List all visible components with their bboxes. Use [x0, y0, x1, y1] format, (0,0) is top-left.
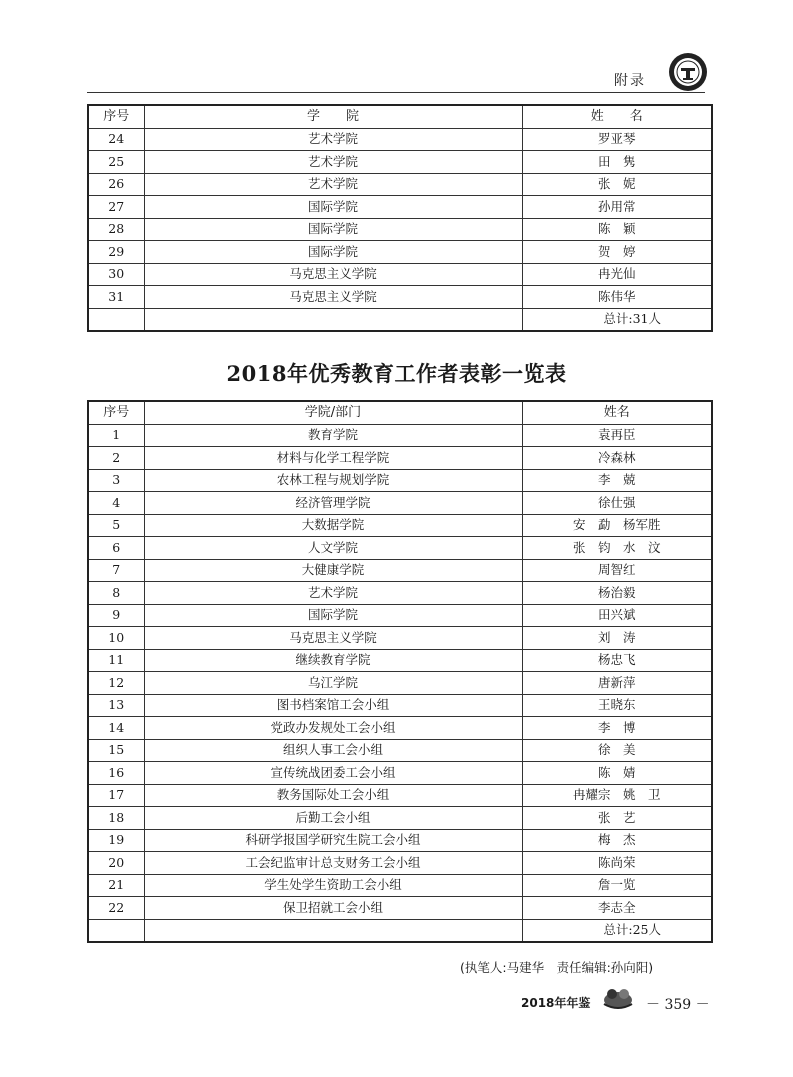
header-department: 学院/部门 [144, 401, 522, 424]
table-row [88, 694, 712, 717]
row-college: 马克思主义学院 [144, 286, 522, 309]
row-serial: 13 [88, 694, 144, 717]
header-rule [87, 92, 705, 93]
row-serial: 24 [88, 128, 144, 151]
row-person: 徐仕强 [522, 492, 712, 515]
row-serial: 28 [88, 218, 144, 241]
row-serial: 16 [88, 762, 144, 785]
row-person: 袁再臣 [522, 424, 712, 447]
row-person: 陈伟华 [522, 286, 712, 309]
header-college: 学 院 [144, 105, 522, 128]
table-row [88, 582, 712, 605]
row-person: 周智红 [522, 559, 712, 582]
row-person: 安 勐 杨军胜 [522, 514, 712, 537]
row-serial: 3 [88, 469, 144, 492]
empty-cell [88, 919, 144, 942]
row-person: 陈 婧 [522, 762, 712, 785]
row-college: 大数据学院 [144, 514, 522, 537]
table-row [88, 897, 712, 920]
row-serial: 31 [88, 286, 144, 309]
page-number: － 359 － [646, 997, 710, 1013]
row-serial: 2 [88, 447, 144, 470]
row-college: 后勤工会小组 [144, 807, 522, 830]
row-serial: 4 [88, 492, 144, 515]
row-person: 王晓东 [522, 694, 712, 717]
row-person: 罗亚琴 [522, 128, 712, 151]
row-person: 杨治毅 [522, 582, 712, 605]
table-title: 2018年优秀教育工作者表彰一览表 [226, 361, 567, 386]
row-serial: 6 [88, 537, 144, 560]
row-person: 张 妮 [522, 173, 712, 196]
row-serial: 8 [88, 582, 144, 605]
table-row [88, 717, 712, 740]
header-serial: 序号 [88, 401, 144, 424]
row-college: 材料与化学工程学院 [144, 447, 522, 470]
row-person: 冷森林 [522, 447, 712, 470]
row-person: 李志全 [522, 897, 712, 920]
table-row [88, 218, 712, 241]
row-serial: 12 [88, 672, 144, 695]
row-serial: 18 [88, 807, 144, 830]
row-serial: 27 [88, 196, 144, 219]
row-person: 刘 涛 [522, 627, 712, 650]
table-row [88, 784, 712, 807]
row-college: 图书档案馆工会小组 [144, 694, 522, 717]
row-college: 组织人事工会小组 [144, 739, 522, 762]
table-row [88, 424, 712, 447]
total-count: 总计:25人 [522, 919, 712, 942]
row-person: 冉光仙 [522, 263, 712, 286]
row-serial: 5 [88, 514, 144, 537]
yearbook-label: 2018年年鉴 [521, 996, 591, 1010]
row-college: 农林工程与规划学院 [144, 469, 522, 492]
table-row [88, 241, 712, 264]
row-person: 贺 婷 [522, 241, 712, 264]
empty-cell [144, 308, 522, 331]
header-serial: 序号 [88, 105, 144, 128]
table-row [88, 807, 712, 830]
university-seal-icon [668, 52, 708, 92]
row-serial: 17 [88, 784, 144, 807]
row-college: 工会纪监审计总支财务工会小组 [144, 852, 522, 875]
row-college: 科研学报国学研究生院工会小组 [144, 829, 522, 852]
row-college: 宣传统战团委工会小组 [144, 762, 522, 785]
table-row [88, 874, 712, 897]
row-serial: 14 [88, 717, 144, 740]
row-person: 詹一览 [522, 874, 712, 897]
row-college: 马克思主义学院 [144, 627, 522, 650]
table-row [88, 829, 712, 852]
table-row [88, 263, 712, 286]
row-serial: 1 [88, 424, 144, 447]
row-person: 田兴斌 [522, 604, 712, 627]
row-college: 教务国际处工会小组 [144, 784, 522, 807]
row-college: 继续教育学院 [144, 649, 522, 672]
row-serial: 20 [88, 852, 144, 875]
row-person: 梅 杰 [522, 829, 712, 852]
total-row [88, 308, 712, 331]
total-row [88, 919, 712, 942]
table-row [88, 286, 712, 309]
empty-cell [144, 919, 522, 942]
row-serial: 30 [88, 263, 144, 286]
table-row [88, 196, 712, 219]
row-person: 陈尚荣 [522, 852, 712, 875]
table-row [88, 537, 712, 560]
row-serial: 11 [88, 649, 144, 672]
table-row [88, 469, 712, 492]
row-college: 艺术学院 [144, 151, 522, 174]
row-serial: 9 [88, 604, 144, 627]
excellent-educators-table [87, 400, 713, 943]
table-row [88, 173, 712, 196]
credits-line: (执笔人:马建华 责任编辑:孙向阳) [460, 960, 654, 975]
row-serial: 10 [88, 627, 144, 650]
row-serial: 22 [88, 897, 144, 920]
table-row [88, 447, 712, 470]
table-row [88, 649, 712, 672]
row-college: 艺术学院 [144, 582, 522, 605]
table-row [88, 852, 712, 875]
table-row [88, 559, 712, 582]
row-college: 国际学院 [144, 196, 522, 219]
row-serial: 19 [88, 829, 144, 852]
total-count: 总计:31人 [522, 308, 712, 331]
row-college: 人文学院 [144, 537, 522, 560]
row-college: 学生处学生资助工会小组 [144, 874, 522, 897]
row-person: 徐 美 [522, 739, 712, 762]
empty-cell [88, 308, 144, 331]
row-person: 唐新萍 [522, 672, 712, 695]
award-table-continued [87, 104, 713, 332]
row-serial: 7 [88, 559, 144, 582]
table-row [88, 604, 712, 627]
row-person: 陈 颖 [522, 218, 712, 241]
row-serial: 21 [88, 874, 144, 897]
table-row [88, 492, 712, 515]
table-header-row [88, 401, 712, 424]
row-college: 国际学院 [144, 218, 522, 241]
row-college: 大健康学院 [144, 559, 522, 582]
row-college: 教育学院 [144, 424, 522, 447]
row-person: 冉耀宗 姚 卫 [522, 784, 712, 807]
row-person: 田 隽 [522, 151, 712, 174]
row-person: 李 博 [522, 717, 712, 740]
table-row [88, 739, 712, 762]
row-college: 艺术学院 [144, 173, 522, 196]
row-person: 张 钧 水 汶 [522, 537, 712, 560]
row-serial: 26 [88, 173, 144, 196]
table-row [88, 672, 712, 695]
row-person: 杨忠飞 [522, 649, 712, 672]
row-person: 张 艺 [522, 807, 712, 830]
table-row [88, 128, 712, 151]
table-row [88, 762, 712, 785]
header-name: 姓 名 [522, 105, 712, 128]
row-person: 孙用常 [522, 196, 712, 219]
row-college: 马克思主义学院 [144, 263, 522, 286]
table-row [88, 627, 712, 650]
row-college: 艺术学院 [144, 128, 522, 151]
row-college: 经济管理学院 [144, 492, 522, 515]
row-college: 国际学院 [144, 604, 522, 627]
table-row [88, 514, 712, 537]
row-college: 保卫招就工会小组 [144, 897, 522, 920]
row-college: 乌江学院 [144, 672, 522, 695]
section-label: 附录 [614, 73, 646, 89]
row-serial: 25 [88, 151, 144, 174]
row-college: 国际学院 [144, 241, 522, 264]
row-serial: 29 [88, 241, 144, 264]
table-header-row [88, 105, 712, 128]
row-college: 党政办发规处工会小组 [144, 717, 522, 740]
row-serial: 15 [88, 739, 144, 762]
row-person: 李 兢 [522, 469, 712, 492]
table-row [88, 151, 712, 174]
header-name: 姓名 [522, 401, 712, 424]
mascot-logo-icon [600, 984, 636, 1010]
